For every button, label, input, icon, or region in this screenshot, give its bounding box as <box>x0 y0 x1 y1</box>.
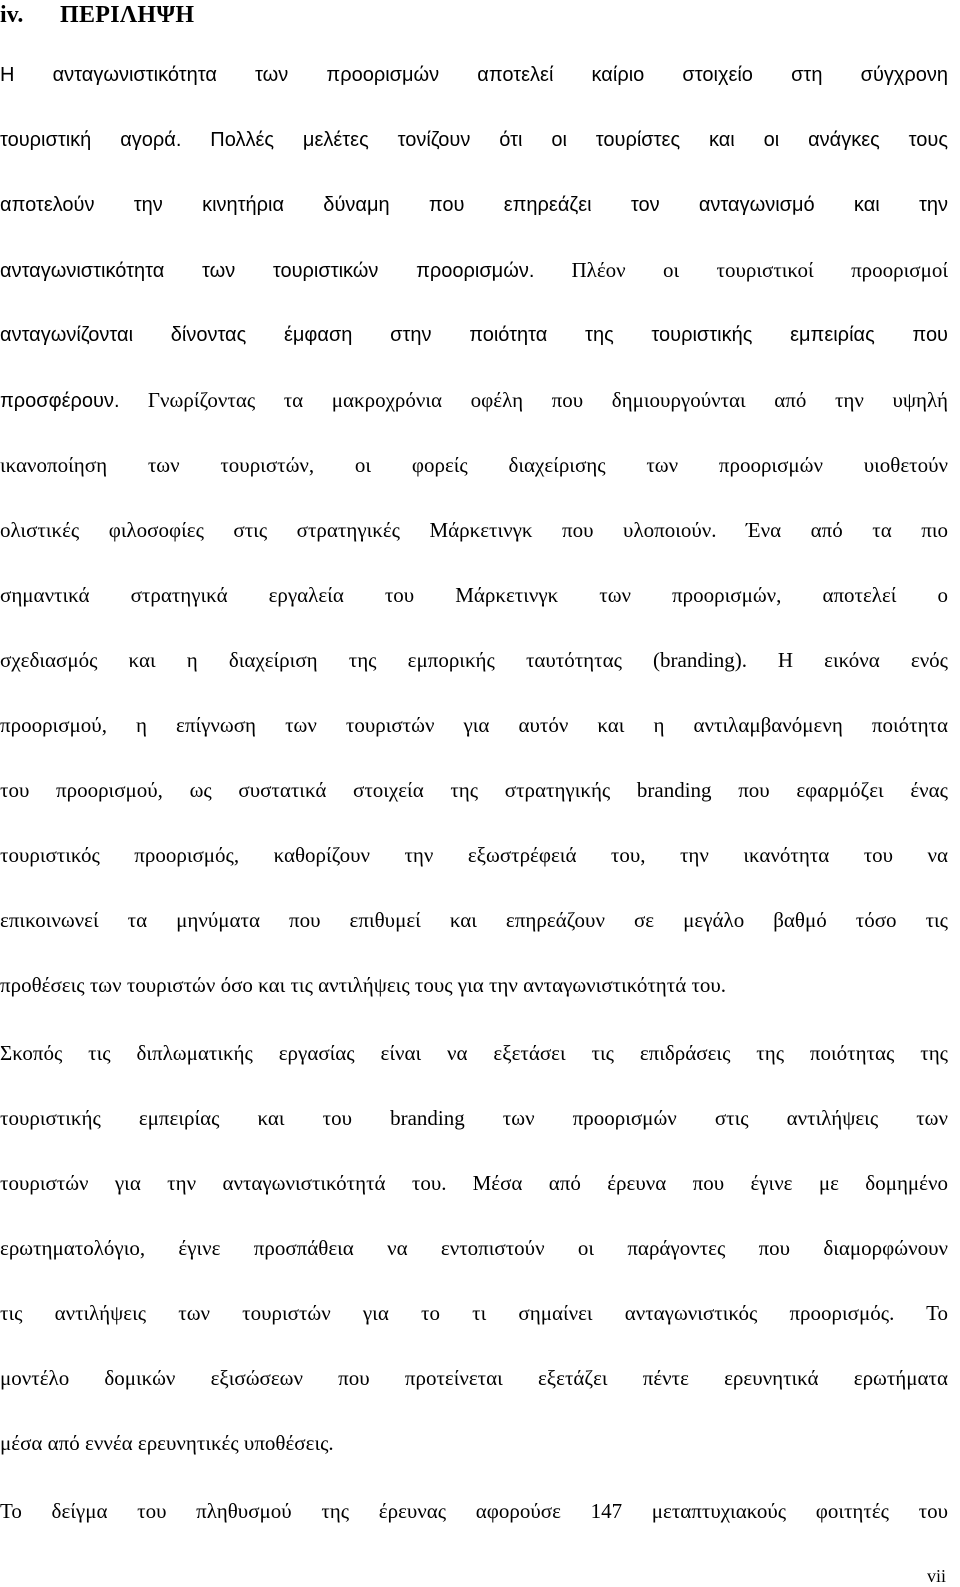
text-line <box>0 385 948 415</box>
text-line: Η ανταγωνιστικότητα των προορισμών αποτελεί καίριο στοιχείο στη σύγχρονη <box>0 64 948 86</box>
page-number: vii <box>926 1566 946 1586</box>
text-segment: προσφέρουν. <box>0 390 120 412</box>
text-segment: Η εικόνα ενός <box>777 648 949 672</box>
section-title: ΠΕΡΙΛΗΨΗ <box>60 2 195 28</box>
text-line <box>0 255 948 285</box>
text-line: μοντέλο δομικών εξισώσεων που προτείνεται εξετάζει πέντε ερευνητικά ερωτήματα <box>0 1366 948 1390</box>
text-line: προορισμού, η επίγνωση των τουριστών για αυτόν και η αντιλαμβανόμενη ποιότητα <box>0 713 948 737</box>
text-line: του προορισμού, ως συστατικά στοιχεία της στρατηγικής branding που εφαρμόζει ένας <box>0 778 948 802</box>
text-segment: Γνωρίζοντας τα μακροχρόνια οφέλη που δημιουργούνται από την υψηλή <box>147 388 949 412</box>
text-line: ερωτηματολόγιο, έγινε προσπάθεια να εντοπιστούν οι παράγοντες που διαμορφώνουν <box>0 1236 948 1260</box>
text-line: προθέσεις των τουριστών όσο και τις αντιλήψεις τους για την ανταγωνιστικότητά του. <box>0 973 727 997</box>
section-heading <box>0 0 194 30</box>
text-segment: ανταγωνιστικότητα των τουριστικών προορισμών. <box>0 260 535 282</box>
text-segment: Μέσα από έρευνα που έγινε με δομημένο <box>472 1171 949 1195</box>
text-segment: τουριστών για την ανταγωνιστικότητά του. <box>0 1171 447 1195</box>
text-line: επικοινωνεί τα μηνύματα που επιθυμεί και επηρεάζουν σε μεγάλο βαθμό τόσο τις <box>0 908 948 932</box>
text-line: τουριστικής εμπειρίας και του branding των προορισμών στις αντιλήψεις των <box>0 1106 948 1130</box>
text-line: ολιστικές φιλοσοφίες στις στρατηγικές Μάρκετινγκ που υλοποιούν. Ένα από τα πιο <box>0 518 948 542</box>
text-line <box>0 645 948 675</box>
text-line: ανταγωνίζονται δίνοντας έμφαση στην ποιότητα της τουριστικής εμπειρίας που <box>0 324 948 346</box>
text-segment: Πλέον οι τουριστικοί προορισμοί <box>571 258 949 282</box>
text-line <box>0 1168 948 1198</box>
text-segment: σχεδιασμός και η διαχείριση της εμπορικής ταυτότητας (branding). <box>0 648 747 672</box>
text-line: σημαντικά στρατηγικά εργαλεία του Μάρκετινγκ των προορισμών, αποτελεί ο <box>0 583 948 607</box>
text-line: Σκοπός τις διπλωματικής εργασίας είναι να εξετάσει τις επιδράσεις της ποιότητας της <box>0 1041 948 1065</box>
text-line: Το δείγμα του πληθυσμού της έρευνας αφορούσε 147 μεταπτυχιακούς φοιτητές του <box>0 1499 948 1523</box>
text-line: μέσα από εννέα ερευνητικές υποθέσεις. <box>0 1431 334 1455</box>
text-line: αποτελούν την κινητήρια δύναμη που επηρεάζει τον ανταγωνισμό και την <box>0 194 948 216</box>
text-line: τις αντιλήψεις των τουριστών για το τι σημαίνει ανταγωνιστικός προορισμός. Το <box>0 1301 948 1325</box>
text-line: τουριστικός προορισμός, καθορίζουν την εξωστρέφειά του, την ικανότητα του να <box>0 843 948 867</box>
section-number: iv. <box>0 2 24 28</box>
text-line: τουριστική αγορά. Πολλές μελέτες τονίζουν ότι οι τουρίστες και οι ανάγκες τους <box>0 129 948 151</box>
text-line: ικανοποίηση των τουριστών, οι φορείς διαχείρισης των προορισμών υιοθετούν <box>0 453 948 477</box>
